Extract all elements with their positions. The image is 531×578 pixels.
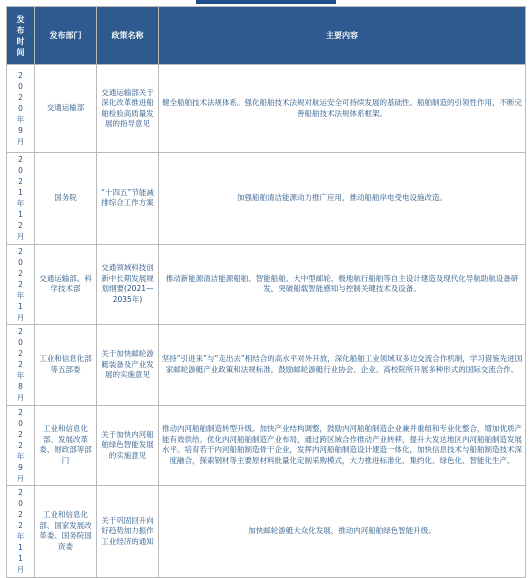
cell-content: 推动新能源清洁能源船舶、智能船舶、大中型邮轮、极地航行船舶等自主设计建造及现代化导航助航设备研发，突破船载智能感知与控制关键技术及设备。 [159,244,526,325]
table-row [7,405,526,486]
cell-dept: 工业和信息化部等五部委 [35,325,97,406]
cell-name: 交通领域科技创新中长期发展规划纲要(2021—2035年) [97,244,159,325]
cell-time: 2021年12月 [7,153,35,245]
policy-table [6,6,526,578]
cell-content: 坚持“引进来”与“走出去”相结合的高水平对外开放，深化船舶工业领域双多边交流合作机制，学习借鉴先进国家邮轮游艇产业政策和法规标准，鼓励邮轮游艇行业协会、企业、高校院所开展多种形式的国际交流合作。 [159,325,526,406]
cell-time: 2022年11月 [7,486,35,578]
cell-dept: 交通运输部 [35,65,97,153]
cell-name: 关于加快邮轮游艇装备及产业发展的实施意见 [97,325,159,406]
table-header-row [7,7,526,65]
cell-time: 2020年9月 [7,65,35,153]
header-content: 主要内容 [159,7,526,65]
cell-time: 2022年1月 [7,244,35,325]
cell-time: 2022年9月 [7,405,35,486]
cell-content: 推动内河船舶制造转型升级。加快产业结构调整，鼓励内河船舶制造企业兼并重组和专业化整合，增加优质产能有效供给。优化内河船舶制造产业布局，通过跨区域合作推动产业转移，提升大发达地区内河船舶制造发展水平。培育若干内河船舶制造骨干企业，发挥内河船舶制造设计建造一体化，加快信息技术与船舶制造技术深度融合，探索钢材等主要原材料批量化定制采购模式，大力推进标准化、集约化、绿色化、智能化生产。 [159,405,526,486]
table-row [7,153,526,245]
cell-dept: 工业和信息化部、国家发展改革委、国务院国资委 [35,486,97,578]
cell-dept: 国务院 [35,153,97,245]
cell-content: 加强船舶清洁能源动力推广应用，推动船舶岸电受电设施改造。 [159,153,526,245]
cell-name: 关于加快内河船舶绿色智能发展的实施意见 [97,405,159,486]
table-row [7,65,526,153]
header-dept: 发布部门 [35,7,97,65]
cell-dept: 工业和信息化部、发展改革委、财政部等部门 [35,405,97,486]
cell-dept: 交通运输部、科学技术部 [35,244,97,325]
table-row [7,486,526,578]
cell-content: 加快邮轮游艇大众化发展，推动内河船舶绿色智能升级。 [159,486,526,578]
cell-content: 健全船舶技术法规体系。强化船舶技术法规对航运安全可持续发展的基础性、船舶制造的引领性作用，不断完善船舶技术法规体系框架。 [159,65,526,153]
table-row [7,244,526,325]
header-name: 政策名称 [97,7,159,65]
table-row [7,325,526,406]
cell-name: “十四五”节能减排综合工作方案 [97,153,159,245]
cell-name: 关于巩固回升向好趋势加力振作工业经济的通知 [97,486,159,578]
cell-name: 交通运输部关于深化改革推进船舶检验高质量发展的指导意见 [97,65,159,153]
header-time: 发布时间 [7,7,35,65]
cell-time: 2022年8月 [7,325,35,406]
title-accent-bar [196,0,336,4]
